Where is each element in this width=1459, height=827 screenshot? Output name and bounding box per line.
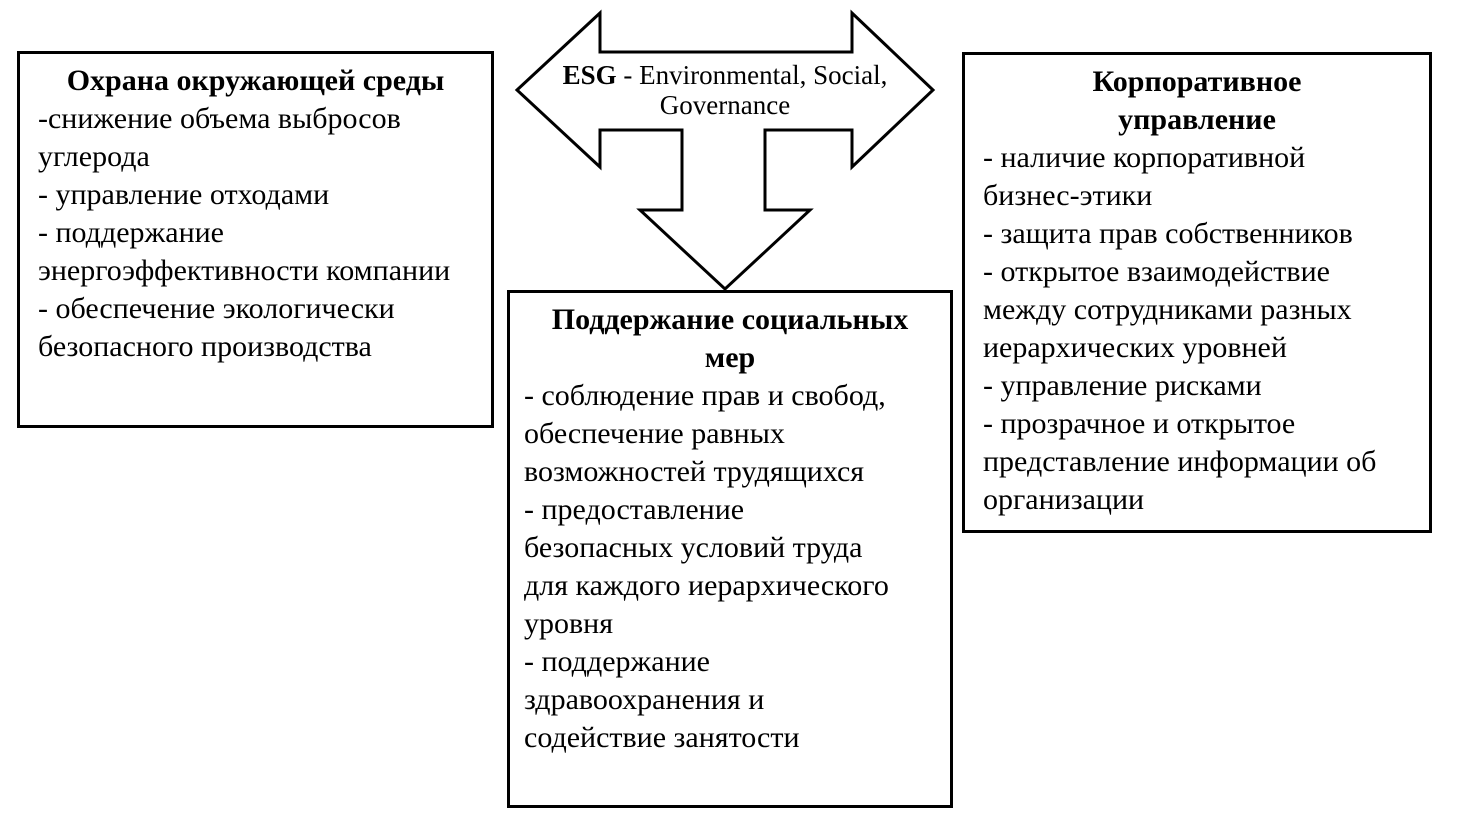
esg-definition: - Environmental, Social, xyxy=(616,60,888,90)
governance-box xyxy=(962,52,1432,533)
list-item: - наличие корпоративной бизнес-этики xyxy=(983,141,1306,212)
list-item: - поддержание здравоохранения и содействие занятости xyxy=(524,645,800,754)
esg-arrow-label-line2: Governance xyxy=(659,90,791,120)
esg-arrow-label xyxy=(555,60,895,120)
social-box-title: Поддержание социальных мер xyxy=(551,303,909,374)
list-item: - поддержание энергоэффективности компании xyxy=(38,216,451,287)
list-item: - прозрачное и открытое представление информации об организации xyxy=(983,407,1377,516)
list-item: - открытое взаимодействие между сотрудниками разных иерархических уровней xyxy=(983,255,1352,364)
esg-three-way-arrow-shape xyxy=(517,13,933,289)
list-item: -снижение объема выбросов углерода xyxy=(38,102,401,173)
social-box xyxy=(507,290,953,808)
environment-box-title: Охрана окружающей среды xyxy=(66,64,445,97)
environment-box xyxy=(17,51,494,428)
social-box-items xyxy=(510,377,950,757)
governance-box-title: Корпоративное управление xyxy=(1092,65,1302,136)
esg-arrow-label-line1 xyxy=(555,60,895,90)
list-item: - управление рисками xyxy=(983,369,1262,402)
list-item: - обеспечение экологически безопасного производства xyxy=(38,292,395,363)
list-item: - управление отходами xyxy=(38,178,330,211)
governance-box-items xyxy=(965,139,1429,519)
list-item: - предоставление безопасных условий труда для каждого иерархического уровня xyxy=(524,493,889,640)
environment-box-items xyxy=(20,100,491,366)
list-item: - соблюдение прав и свобод, обеспечение равных возможностей трудящихся xyxy=(524,379,886,488)
esg-abbreviation: ESG xyxy=(562,60,617,90)
list-item: - защита прав собственников xyxy=(983,217,1353,250)
